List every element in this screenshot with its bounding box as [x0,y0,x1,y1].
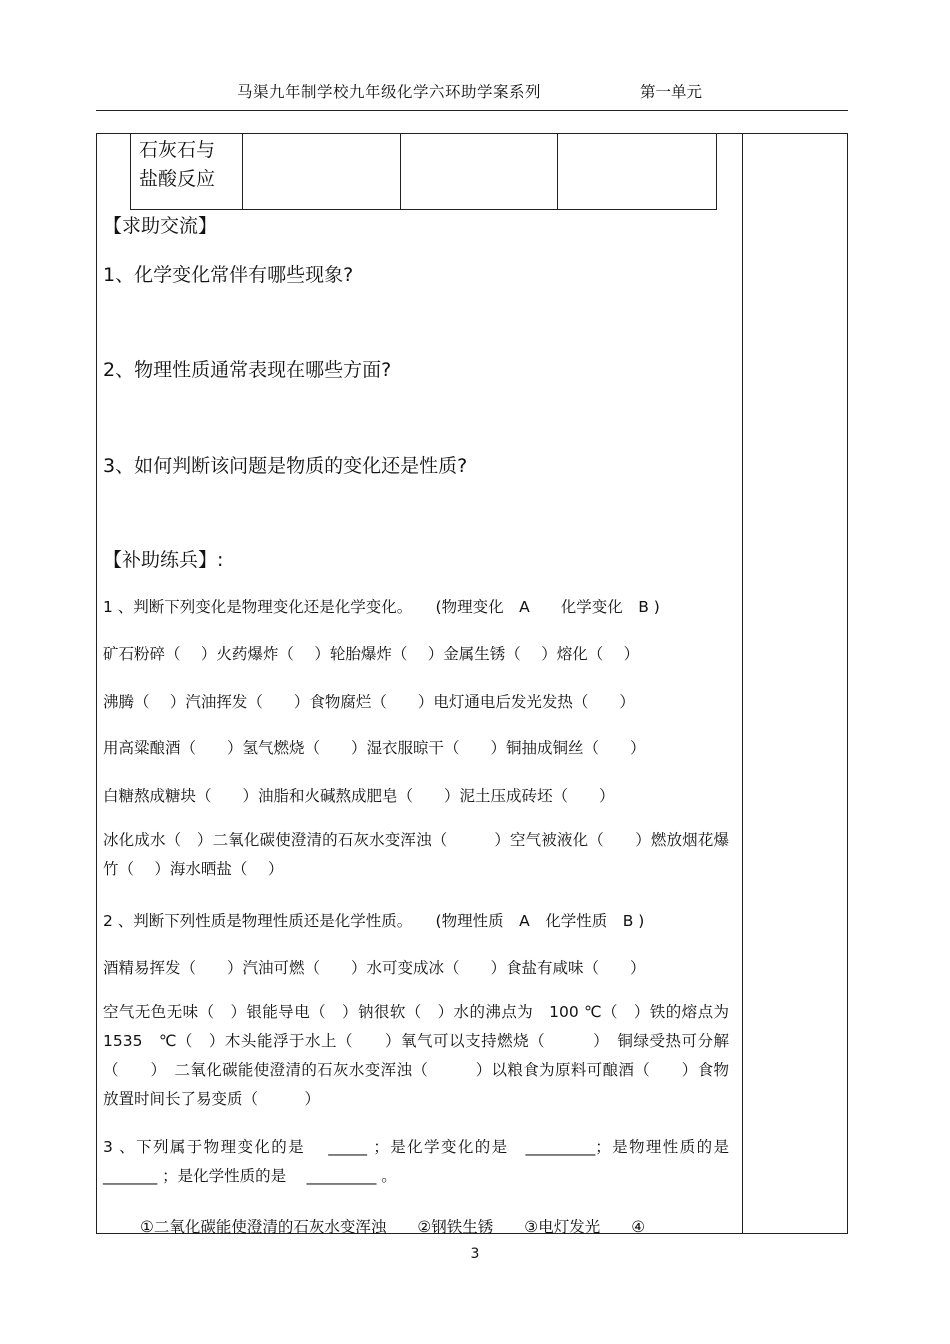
experiment-label-cell [131,134,243,209]
help-question-1: 1、化学变化常伴有哪些现象? [103,264,354,286]
exercise-1-title: 1 、判断下列变化是物理变化还是化学变化。 (物理变化 A 化学变化 B ) [103,598,660,616]
practice-heading: 【补助练兵】: [103,549,224,571]
help-question-2: 2、物理性质通常表现在哪些方面? [103,359,392,381]
experiment-cell-empty [558,134,716,209]
help-heading: 【求助交流】 [103,215,218,237]
page-header [0,80,950,104]
exercise-2-paragraph: 空气无色无味（ ）银能导电（ ）钠很软（ ）水的沸点为 100 ℃（ ）铁的熔点为 1535 ℃（ ）木头能浮于水上（ ）氧气可以支持燃烧（ ） 铜绿受热可分解（ ） 二氧化碳能使澄清的石灰水变浑浊（ ）以粮食为原料可酿酒（ ）食物放置时间长了易变质（ ） [103,1003,745,1108]
exercise-2-title: 2 、判断下列性质是物理性质还是化学性质。 (物理性质 A 化学性质 B ) [103,912,645,930]
header-title: 马渠九年制学校九年级化学六环助学案系列 [237,83,542,101]
exercise-1-line: 矿石粉碎（ ）火药爆炸（ ）轮胎爆炸（ ）金属生锈（ ）熔化（ ） [103,645,640,663]
page-number: 3 [470,1246,480,1262]
notes-column-divider [742,133,743,1234]
exercise-1-line: 白糖熬成糖块（ ）油脂和火碱熬成肥皂（ ）泥土压成砖坯（ ） [103,787,615,805]
exercise-1-line: 冰化成水（ ）二氧化碳使澄清的石灰水变浑浊（ ）空气被液化（ ）燃放烟花爆竹（ ）海水晒盐（ ） [103,831,729,878]
exercise-2-line: 酒精易挥发（ ）汽油可燃（ ）水可变成冰（ ）食盐有咸味（ ） [103,959,646,977]
experiment-cell-empty [243,134,401,209]
exercise-1-line: 沸腾（ ）汽油挥发（ ）食物腐烂（ ）电灯通电后发光发热（ ） [103,693,635,711]
exercise-3-question: 3 、下列属于物理变化的是 _____ ；是化学变化的是 _________；是物理性质的是 _______ ；是化学性质的是 _________ 。 [103,1138,729,1185]
experiment-label-line1: 石灰石与 [139,139,216,161]
experiment-table-row [130,133,717,210]
header-unit: 第一单元 [640,83,703,101]
exercise-3-options: ①二氧化碳能使澄清的石灰水变浑浊 ②钢铁生锈 ③电灯发光 ④ [140,1218,646,1236]
header-divider [96,110,848,111]
experiment-label-line2: 盐酸反应 [139,168,216,190]
help-question-3: 3、如何判断该问题是物质的变化还是性质? [103,455,468,477]
experiment-cell-empty [401,134,558,209]
exercise-1-line: 用高粱酿酒（ ）氢气燃烧（ ）湿衣服晾干（ ）铜抽成铜丝（ ） [103,739,646,757]
